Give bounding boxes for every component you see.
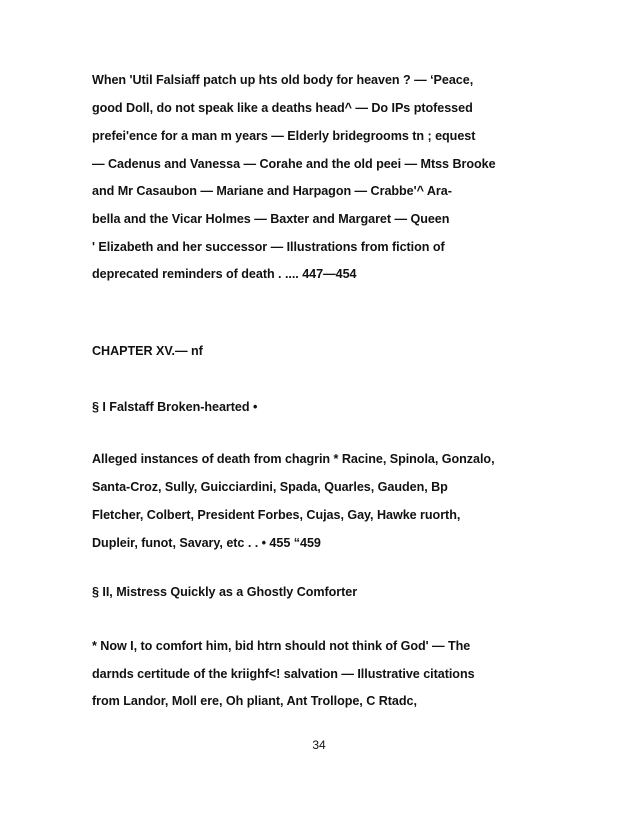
section-heading: § I Falstaff Broken-hearted • [92,400,258,414]
text-line: from Landor, Moll ere, Oh pliant, Ant Trollope, C Rtadc, [92,694,417,708]
text-line: Santa-Croz, Sully, Guicciardini, Spada, Quarles, Gauden, Bp [92,480,448,494]
chapter-heading: CHAPTER XV.— nf [92,344,203,358]
text-line: — Cadenus and Vanessa — Corahe and the old peei — Mtss Brooke [92,157,496,171]
text-line: Fletcher, Colbert, President Forbes, Cujas, Gay, Hawke ruorth, [92,508,461,522]
page-number: 34 [312,738,326,752]
text-line: good Doll, do not speak like a deaths head^ — Do IPs ptofessed [92,101,473,115]
text-line: darnds certitude of the kriighf<! salvation — Illustrative citations [92,667,475,681]
text-line: and Mr Casaubon — Mariane and Harpagon — Crabbe'^ Ara- [92,184,452,198]
text-line: * Now I, to comfort him, bid htrn should not think of God' — The [92,639,471,653]
text-line: deprecated reminders of death . .... 447—454 [92,267,357,281]
section-heading: § II, Mistress Quickly as a Ghostly Comforter [92,585,358,599]
text-line: bella and the Vicar Holmes — Baxter and Margaret — Queen [92,212,450,226]
text-line: prefei'ence for a man m years — Elderly bridegrooms tn ; equest [92,129,476,143]
text-line: Alleged instances of death from chagrin * Racine, Spinola, Gonzalo, [92,452,495,466]
text-line: When 'Util Falsiaff patch up hts old body for heaven ? — ‘Peace, [92,73,474,87]
text-line: ' Elizabeth and her successor — Illustrations from fiction of [92,240,445,254]
text-line: Dupleir, funot, Savary, etc . . • 455 “459 [92,536,321,550]
